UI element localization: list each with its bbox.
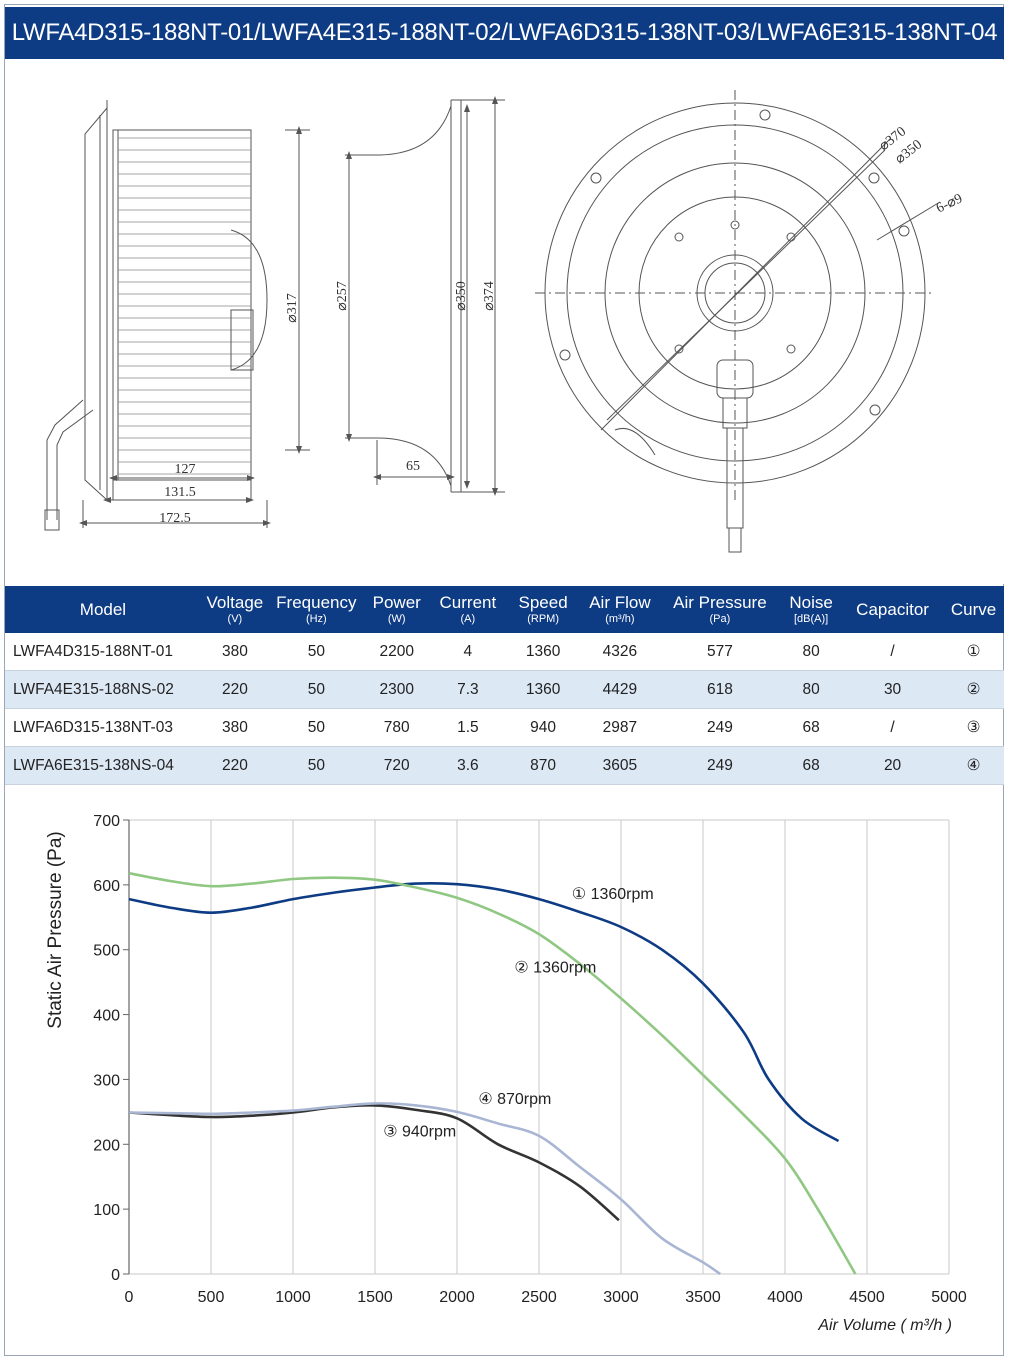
dim-c350: ⌀350 [892,137,926,168]
cell-air-flow: 3605 [580,747,659,785]
x-tick-label: 4500 [849,1289,885,1306]
header-capacitor: Capacitor [842,586,943,633]
y-tick-label: 500 [93,942,120,960]
cell-model: LWFA4E315-188NS-02 [5,671,201,709]
table-row [5,633,1004,671]
cell-noise: 80 [780,671,842,709]
cell-current: 1.5 [430,709,506,747]
cell-capacitor: 30 [842,671,943,709]
cell-power: 720 [364,747,430,785]
header-noise: Noise [dB(A)] [780,586,842,633]
dim-w131-5: 131.5 [164,485,196,500]
cell-curve: ① [943,633,1004,671]
x-tick-label: 5000 [931,1289,967,1306]
cell-frequency: 50 [269,633,364,671]
technical-drawing [5,60,1004,584]
header-speed: Speed (RPM) [506,586,580,633]
cell-noise: 80 [780,633,842,671]
table-header-row [5,586,1004,633]
dim-d374: ⌀374 [482,281,497,311]
cell-power: 2200 [364,633,430,671]
series-label-2: ② 1360rpm [514,959,597,977]
x-tick-label: 3000 [603,1289,639,1306]
series-label-4: ④ 870rpm [478,1091,552,1109]
cell-capacitor: / [842,709,943,747]
dim-c370: ⌀370 [876,124,910,155]
dim-w65: 65 [406,459,420,474]
dim-w127: 127 [174,462,196,477]
x-tick-label: 0 [124,1289,134,1306]
cell-air-pressure: 577 [660,633,781,671]
cell-power: 780 [364,709,430,747]
x-tick-label: 3500 [685,1289,721,1306]
cell-air-pressure: 249 [660,747,781,785]
cell-curve: ② [943,671,1004,709]
x-tick-label: 4000 [767,1289,803,1306]
table-row [5,671,1004,709]
cell-air-flow: 2987 [580,709,659,747]
cell-curve: ④ [943,747,1004,785]
y-tick-label: 400 [93,1007,120,1025]
cell-speed: 1360 [506,633,580,671]
cell-speed: 870 [506,747,580,785]
spec-table [5,586,1004,785]
dim-d257: ⌀257 [335,281,350,311]
x-tick-label: 1500 [357,1289,393,1306]
series-line-2 [129,873,855,1274]
cell-voltage: 380 [201,709,269,747]
header-model: Model [5,586,201,633]
page-title: LWFA4D315-188NT-01/LWFA4E315-188NT-02/LWFA6D315-138NT-03/LWFA6E315-138NT-04 [5,7,1004,59]
y-tick-label: 0 [111,1267,120,1284]
dim-d350: ⌀350 [454,281,469,311]
header-current: Current (A) [430,586,506,633]
series-label-1: ① 1360rpm [571,886,654,904]
cell-current: 3.6 [430,747,506,785]
cell-frequency: 50 [269,709,364,747]
y-tick-label: 600 [93,877,120,895]
cell-model: LWFA6D315-138NT-03 [5,709,201,747]
x-tick-label: 2500 [521,1289,557,1306]
dim-w172-5: 172.5 [159,511,191,526]
cell-model: LWFA6E315-138NS-04 [5,747,201,785]
cell-speed: 1360 [506,671,580,709]
x-axis-label: Air Volume ( m³/h ) [818,1317,952,1334]
cell-air-flow: 4326 [580,633,659,671]
cell-frequency: 50 [269,747,364,785]
chart-series [129,873,855,1274]
cell-voltage: 220 [201,747,269,785]
cell-air-pressure: 249 [660,709,781,747]
header-frequency: Frequency (Hz) [269,586,364,633]
cell-air-flow: 4429 [580,671,659,709]
cell-curve: ③ [943,709,1004,747]
cell-noise: 68 [780,709,842,747]
x-tick-label: 500 [197,1289,225,1306]
series-label-3: ③ 940rpm [383,1123,457,1141]
cell-power: 2300 [364,671,430,709]
cell-voltage: 220 [201,671,269,709]
cell-speed: 940 [506,709,580,747]
y-tick-label: 100 [93,1202,120,1220]
x-tick-label: 1000 [275,1289,311,1306]
dim-holes: 6-⌀9 [934,191,965,217]
chart-grid [129,820,949,1274]
y-axis-label: Static Air Pressure (Pa) [45,831,66,1029]
table-row [5,747,1004,785]
cell-current: 7.3 [430,671,506,709]
x-tick-label: 2000 [439,1289,475,1306]
cell-model: LWFA4D315-188NT-01 [5,633,201,671]
cell-voltage: 380 [201,633,269,671]
header-air-flow: Air Flow (m³/h) [580,586,659,633]
cell-noise: 68 [780,747,842,785]
header-voltage: Voltage (V) [201,586,269,633]
performance-chart [5,790,1004,1355]
header-power: Power (W) [364,586,430,633]
cell-current: 4 [430,633,506,671]
cell-capacitor: / [842,633,943,671]
header-curve: Curve [943,586,1004,633]
y-tick-label: 200 [93,1137,120,1155]
cell-frequency: 50 [269,671,364,709]
dim-d317: ⌀317 [285,293,300,323]
y-tick-label: 700 [93,813,120,830]
y-tick-label: 300 [93,1072,120,1090]
cell-capacitor: 20 [842,747,943,785]
table-row [5,709,1004,747]
header-air-pressure: Air Pressure (Pa) [660,586,781,633]
cell-air-pressure: 618 [660,671,781,709]
series-line-3 [129,1105,619,1220]
